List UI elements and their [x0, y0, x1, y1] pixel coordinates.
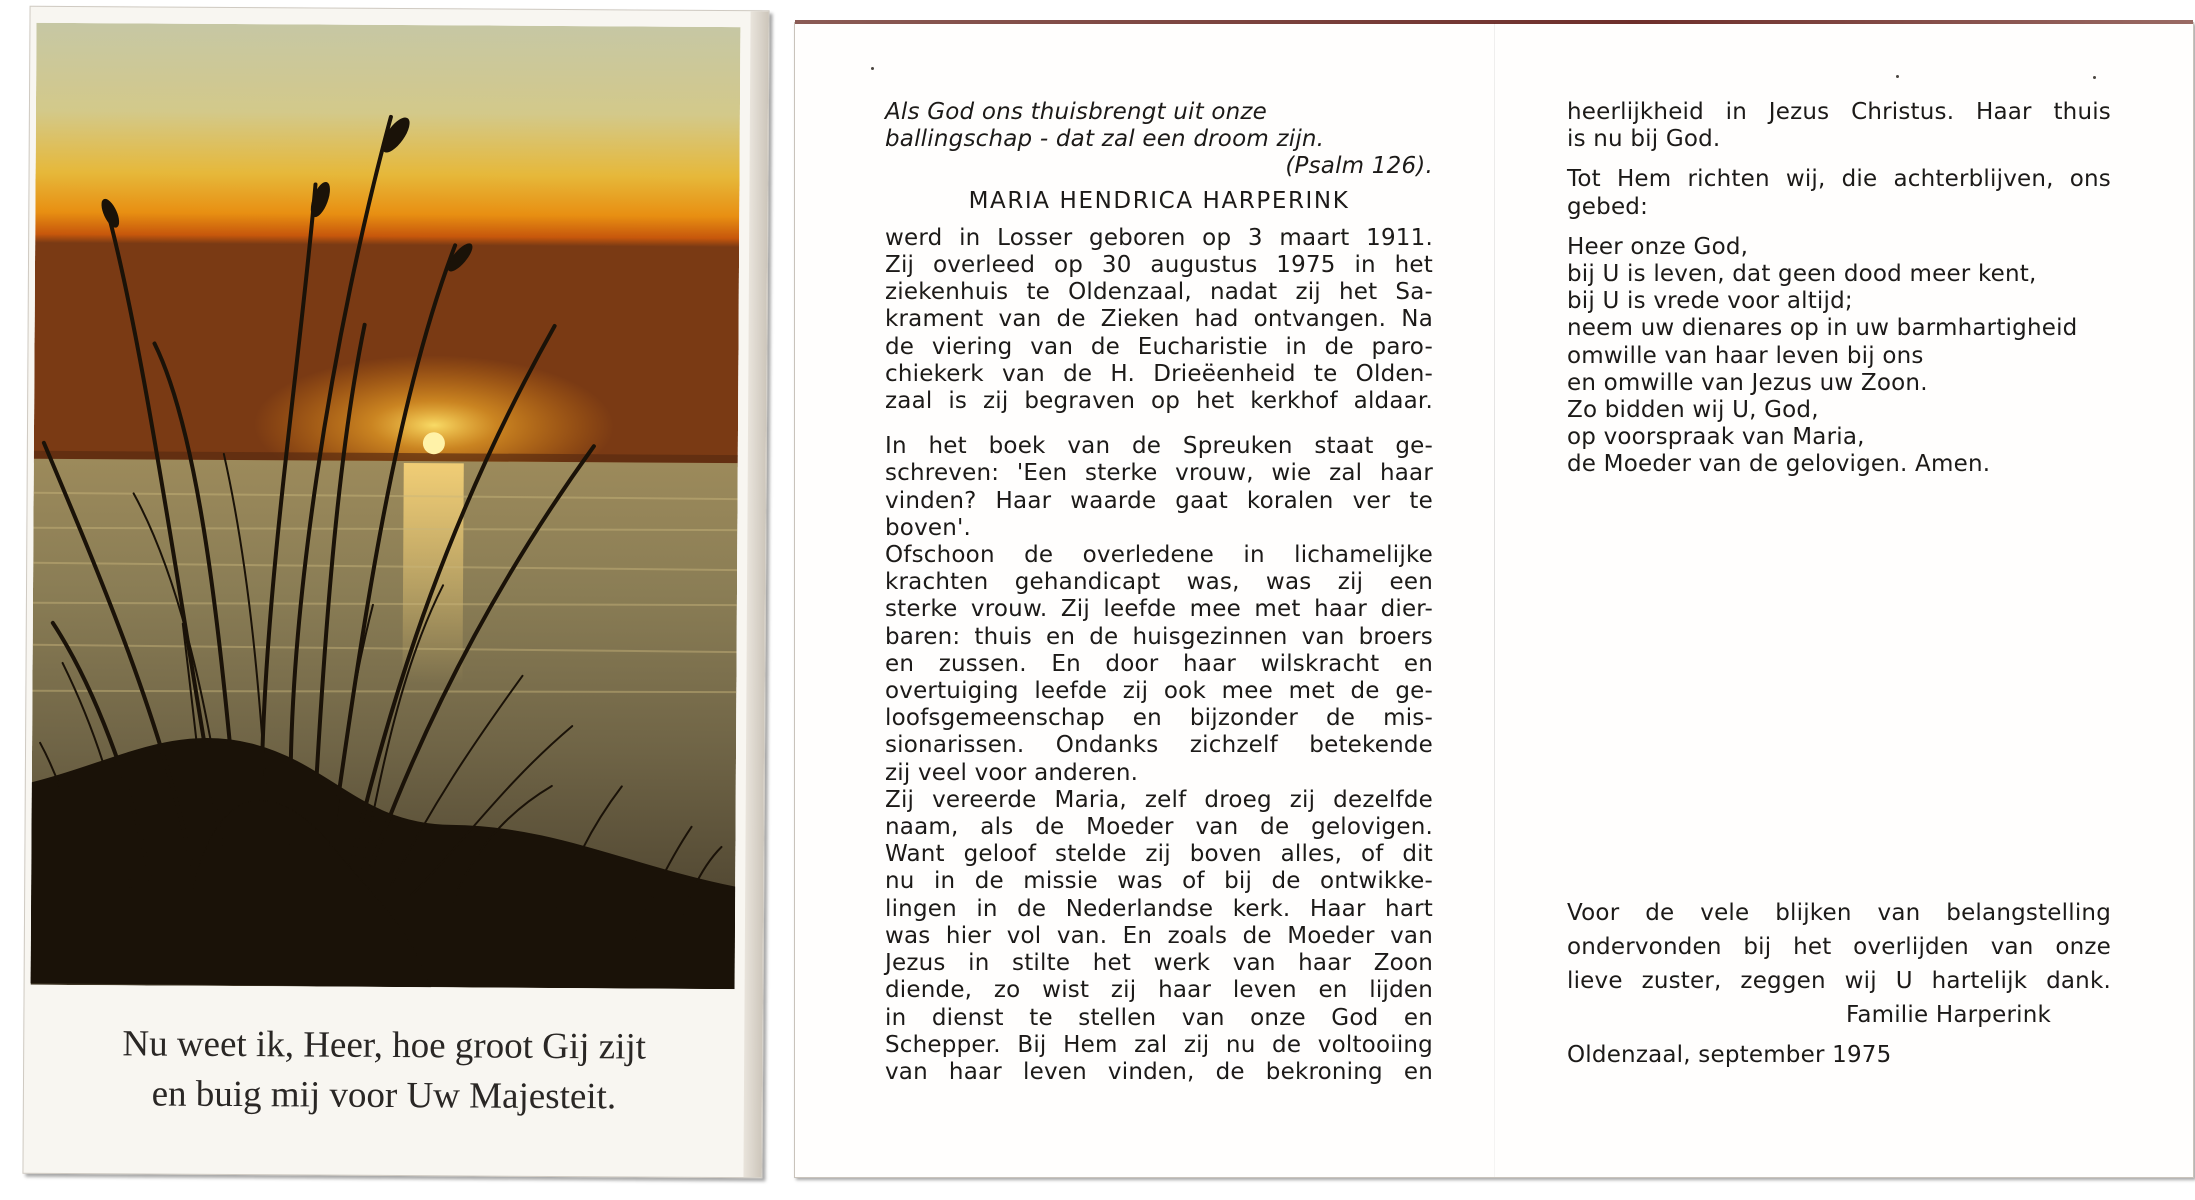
reflection-line: diende, zo wist zij haar leven en lijden — [885, 977, 1433, 1004]
prayer-line: op voorspraak van Maria, — [1567, 424, 1865, 451]
continuation-line: is nu bij God. — [1567, 126, 1721, 153]
thanks-text — [1567, 896, 2111, 1072]
prayer-line: Heer onze God, — [1567, 233, 1749, 260]
reflection-line: Zij vereerde Maria, zelf droeg zij dezelfde — [885, 786, 1433, 813]
reflection-line: en zussen. En door haar wilskracht en — [885, 650, 1433, 677]
inner-left-page — [885, 99, 1433, 1086]
bio-line: Zij overleed op 30 augustus 1975 in het — [885, 252, 1433, 279]
reflection-line: nu in de missie was of bij de ontwikke- — [885, 868, 1433, 895]
prayer-intro-line: Tot Hem richten wij, die achterblijven, ons — [1567, 166, 2111, 193]
prayer-line: bij U is vrede voor altijd; — [1567, 288, 1853, 315]
psalm-quote — [885, 99, 1433, 153]
bio-line: zaal is zij begraven op het kerkhof aldaar. — [885, 388, 1433, 415]
bio-line: de viering van de Eucharistie in de paro- — [885, 333, 1433, 360]
paper-speck — [2093, 76, 2096, 79]
reflection-line: schreven: 'Een sterke vrouw, wie zal haar — [885, 460, 1433, 487]
reflection-line: zij veel voor anderen. — [885, 759, 1139, 786]
bio-line: chiekerk van de H. Drieëenheid te Olden- — [885, 360, 1433, 387]
reflection-line: was hier vol van. En zoals de Moeder van — [885, 922, 1433, 949]
reflection-line: in dienst te stellen van onze God en — [885, 1004, 1433, 1031]
prayer-line: bij U is leven, dat geen dood meer kent, — [1567, 261, 2037, 288]
bio-line: ziekenhuis te Oldenzaal, nadat zij het Sa- — [885, 279, 1433, 306]
prayer-line: Zo bidden wij U, God, — [1567, 397, 1819, 424]
front-caption — [24, 1019, 745, 1123]
continuation — [1567, 99, 2111, 153]
fold-line — [1494, 23, 1495, 1177]
thanks-line: ondervonden bij het overlijden van onze — [1567, 934, 2111, 960]
reflection-line: lingen in de Nederlandse kerk. Haar hart — [885, 895, 1433, 922]
prayer-line: de Moeder van de gelovigen. Amen. — [1567, 451, 1991, 478]
paper-speck — [1896, 75, 1899, 78]
memorial-card-inside — [794, 22, 2194, 1178]
family-signature: Familie Harperink — [1846, 1002, 2051, 1028]
prayer-intro-line: gebed: — [1567, 193, 1649, 220]
deceased-name: MARIA HENDRICA HARPERINK — [968, 187, 1350, 214]
bio-line: krament van de Zieken had ontvangen. Na — [885, 306, 1433, 333]
psalm-quote-line: Als God ons thuisbrengt uit onze — [885, 99, 1267, 125]
caption-line: Nu weet ik, Heer, hoe groot Gij zijt — [122, 1023, 647, 1068]
reflection-line: sionarissen. Ondanks zichzelf betekende — [885, 732, 1433, 759]
prayer-line: en omwille van Jezus uw Zoon. — [1567, 369, 1928, 396]
sunset-reeds-photo — [31, 23, 741, 989]
bio-line: werd in Losser geboren op 3 maart 1911. — [885, 224, 1433, 251]
card-edge — [743, 11, 768, 1177]
reflection-line: boven'. — [885, 514, 972, 541]
reflection — [885, 433, 1433, 1086]
psalm-quote-line: ballingschap - dat zal een droom zijn. — [885, 126, 1325, 153]
paper-speck — [871, 67, 874, 70]
reflection-line: Jezus in stilte het werk van haar Zoon — [885, 950, 1433, 977]
reflection-line: sterke vrouw. Zij leefde mee met haar dier- — [885, 596, 1433, 623]
reflection-line: In het boek van de Spreuken staat ge- — [885, 433, 1433, 460]
reflection-line: Ofschoon de overledene in lichamelijke — [885, 542, 1433, 569]
thanks-line: Voor de vele blijken van belangstelling — [1567, 900, 2111, 926]
prayer-intro — [1567, 166, 2111, 220]
prayer — [1567, 234, 2111, 479]
biography — [885, 225, 1433, 415]
psalm-reference: (Psalm 126). — [1285, 153, 1433, 180]
inner-right-page — [1567, 99, 2111, 479]
reflection-line: loofsgemeenschap en bijzonder de mis- — [885, 705, 1433, 732]
prayer-line: neem uw dienares op in uw barmhartigheid — [1567, 315, 2078, 342]
reflection-line: krachten gehandicapt was, was zij een — [885, 569, 1433, 596]
thanks-block — [1567, 896, 2111, 1072]
continuation-line: heerlijkheid in Jezus Christus. Haar thuis — [1567, 99, 2111, 125]
reflection-line: baren: thuis en de huisgezinnen van broers — [885, 623, 1433, 650]
caption-line: en buig mij voor Uw Majesteit. — [151, 1073, 617, 1118]
reflection-line: naam, als de Moeder van de gelovigen. — [885, 814, 1433, 841]
reflection-line: van haar leven vinden, de bekroning en — [885, 1058, 1433, 1085]
memorial-card-front — [22, 6, 769, 1178]
place-date: Oldenzaal, september 1975 — [1567, 1042, 1892, 1068]
reflection-line: overtuiging leefde zij ook mee met de ge- — [885, 678, 1433, 705]
reflection-line: Want geloof stelde zij boven alles, of dit — [885, 841, 1433, 868]
thanks-line: lieve zuster, zeggen wij U hartelijk dank. — [1567, 968, 2111, 994]
reflection-line: Schepper. Bij Hem zal zij nu de voltooiing — [885, 1031, 1433, 1058]
prayer-line: omwille van haar leven bij ons — [1567, 342, 1924, 369]
reflection-line: vinden? Haar waarde gaat koralen ver te — [885, 487, 1433, 514]
